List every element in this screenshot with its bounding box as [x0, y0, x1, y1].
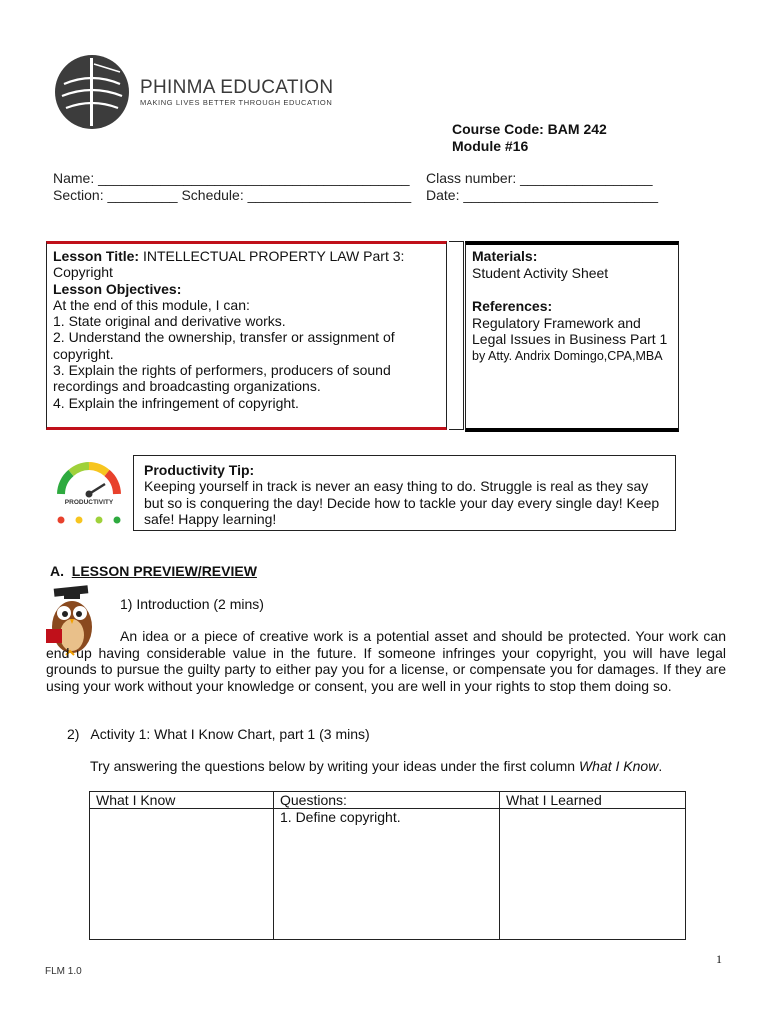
objective-item: 2. Understand the ownership, transfer or assignment of copyright.	[53, 329, 395, 362]
phinma-logo-icon	[54, 54, 130, 130]
date-field[interactable]: Date: _________________________	[426, 187, 659, 203]
table-row	[90, 809, 686, 940]
name-field[interactable]: Name: ________________________________________	[53, 170, 410, 186]
course-code: Course Code: BAM 242	[452, 121, 607, 137]
productivity-gauge-icon	[53, 458, 125, 528]
objectives-intro: At the end of this module, I can:	[53, 296, 250, 313]
objective-item: 4. Explain the infringement of copyright.	[53, 394, 299, 411]
materials-box	[465, 241, 679, 432]
section-schedule-field[interactable]: Section: _________ Schedule: _____________________	[53, 187, 412, 203]
lesson-box	[46, 241, 447, 430]
gauge-label: PRODUCTIVITY	[64, 499, 114, 506]
lesson-title: Lesson Title: INTELLECTUAL PROPERTY LAW Part 3: Copyright	[53, 248, 405, 281]
reference-title: Regulatory Framework and Legal Issues in Business Part 1	[472, 314, 668, 347]
page-number: 1	[716, 952, 722, 966]
intro-paragraph: An idea or a piece of creative work is a potential asset and should be protected. Your work can end up having considerable value in the future. If someone infringes your copyright, you will have legal grounds to pursue the guilty party to either pay you for a license, or compensate you for damages. If they are using your work without your knowledge or consent, you are well in your rights to stop them doing so.	[46, 628, 726, 694]
objective-item: 3. Explain the rights of performers, producers of sound recordings and broadcasting organizations.	[53, 362, 391, 395]
class-number-field[interactable]: Class number: _________________	[426, 170, 653, 186]
productivity-tip-box	[133, 455, 676, 531]
materials-value: Student Activity Sheet	[472, 264, 609, 281]
objective-item: 1. State original and derivative works.	[53, 313, 286, 330]
cell-question: 1. Define copyright.	[274, 809, 500, 940]
chart-header-row	[90, 792, 686, 809]
brand-name: PHINMA EDUCATION	[140, 77, 334, 98]
tip-heading: Productivity Tip:	[144, 462, 255, 478]
materials-heading: Materials:	[472, 248, 538, 264]
section-heading: A. LESSON PREVIEW/REVIEW	[50, 563, 257, 579]
module-number: Module #16	[452, 138, 529, 154]
what-i-know-chart	[89, 791, 686, 940]
box-divider	[449, 241, 464, 430]
brand-tagline: MAKING LIVES BETTER THROUGH EDUCATION	[140, 98, 333, 107]
footer-label: FLM 1.0	[45, 966, 82, 977]
header-what-i-know: What I Know	[90, 792, 274, 809]
activity-heading: 2) Activity 1: What I Know Chart, part 1 (3 mins)	[67, 726, 370, 742]
header-what-i-learned: What I Learned	[500, 792, 686, 809]
cell-what-i-learned[interactable]	[500, 809, 686, 940]
intro-heading: 1) Introduction (2 mins)	[120, 596, 264, 612]
tip-text: Keeping yourself in track is never an easy thing to do. Struggle is real as they say but so is conquering the day! Decide how to tackle your day every single day! Keep safe! Happy learning!	[144, 478, 660, 527]
header-questions: Questions:	[274, 792, 500, 809]
cell-what-i-know[interactable]	[90, 809, 274, 940]
reference-author: by Atty. Andrix Domingo,CPA,MBA	[472, 348, 663, 363]
references-heading: References:	[472, 298, 553, 314]
objectives-heading: Lesson Objectives:	[53, 280, 182, 297]
instruction-text: Try answering the questions below by writing your ideas under the first column What I Know.	[90, 758, 663, 774]
course-info	[452, 121, 607, 155]
